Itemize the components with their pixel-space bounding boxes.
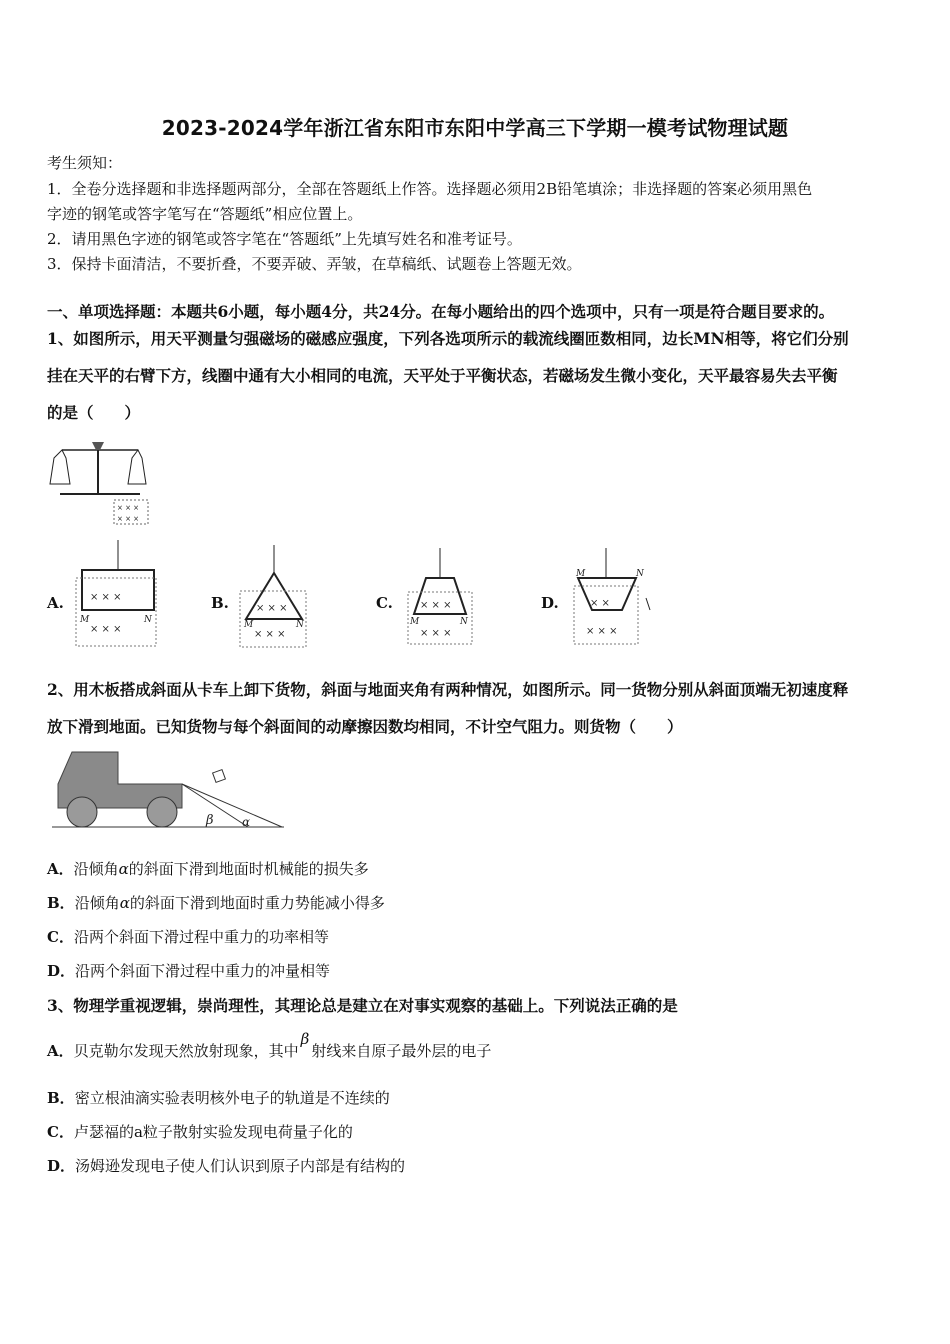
q3-option-a [47, 1030, 492, 1061]
svg-text:M: M [410, 617, 420, 627]
greek-symbol: α [119, 894, 130, 912]
cross-marks: × × × [90, 592, 122, 603]
coil-option-b [236, 545, 316, 650]
q3-option-c [47, 1121, 353, 1142]
svg-text:× × ×: × × × [254, 629, 286, 640]
q2-option-c [47, 926, 329, 947]
svg-text:M: M [576, 569, 586, 579]
question-2-line: 放下滑到地面。已知货物与每个斜面间的动摩擦因数均相同，不计空气阻力。则货物（ ） [47, 717, 683, 736]
option-label: A． [47, 860, 74, 878]
option-text: 汤姆逊发现电子使人们认识到原子内部是有结构的 [75, 1157, 406, 1175]
greek-symbol: β [300, 1030, 310, 1048]
q3-option-d [47, 1155, 405, 1176]
option-label: D． [47, 1157, 76, 1175]
svg-text:× × ×: × × × [117, 515, 140, 523]
section-heading: 一、单项选择题：本题共6小题，每小题4分，共24分。在每小题给出的四个选项中，只有一项是符合题目要求的。 [47, 302, 835, 321]
coil-option-d [566, 548, 658, 648]
svg-text:× × ×: × × × [420, 628, 452, 639]
q2-option-d [47, 960, 330, 981]
greek-symbol: α [118, 860, 129, 878]
svg-text:× × ×: × × × [117, 504, 140, 512]
svg-text:M: M [244, 620, 254, 630]
svg-text:N: N [636, 569, 644, 579]
notice-item: 1．全卷分选择题和非选择题两部分，全部在答题纸上作答。选择题必须用2B铅笔填涂；非选择题的答案必须用黑色 [47, 180, 813, 198]
notice-heading: 考生须知： [47, 154, 123, 172]
option-text: 密立根油滴实验表明核外电子的轨道是不连续的 [74, 1089, 390, 1107]
option-label: B． [47, 1089, 75, 1107]
question-2-line: 2、用木板搭成斜面从卡车上卸下货物，斜面与地面夹角有两种情况，如图所示。同一货物分别从斜面顶端无初速度释 [47, 680, 849, 699]
page-title: 2023-2024学年浙江省东阳市东阳中学高三下学期一模考试物理试题 [161, 116, 789, 140]
option-text: 射线来自原子最外层的电子 [311, 1042, 492, 1060]
coil-option-a [72, 540, 162, 650]
svg-text:N: N [144, 615, 152, 625]
q2-option-a [47, 858, 369, 879]
option-text: 的斜面下滑到地面时机械能的损失多 [128, 860, 369, 878]
option-text: 沿倾角 [73, 860, 119, 878]
notice-item: 2．请用黑色字迹的钢笔或答字笔在“答题纸”上先填写姓名和准考证号。 [47, 230, 522, 248]
notice-item: 3．保持卡面清洁，不要折叠，不要弄破、弄皱，在草稿纸、试题卷上答题无效。 [47, 255, 582, 273]
svg-text:× ×: × × [590, 598, 610, 609]
svg-text:N: N [296, 620, 304, 630]
cross-marks: × × × [90, 624, 122, 635]
option-c-label: C. [376, 594, 393, 612]
question-3-stem: 3、物理学重视逻辑，崇尚理性，其理论总是建立在对事实观察的基础上。下列说法正确的是 [47, 996, 678, 1015]
angle-alpha-label: α [242, 815, 251, 829]
option-text: 沿两个斜面下滑过程中重力的功率相等 [73, 928, 329, 946]
option-text: 贝克勒尔发现天然放射现象，其中 [73, 1042, 299, 1060]
q2-option-b [47, 892, 385, 913]
option-label: A． [47, 1042, 74, 1060]
notice-item: 字迹的钢笔或答字笔写在“答题纸”相应位置上。 [47, 205, 363, 223]
option-text: 卢瑟福的a粒子散射实验发现电荷量子化的 [73, 1123, 353, 1141]
angle-beta-label: β [206, 813, 214, 828]
option-label: C． [47, 1123, 74, 1141]
option-text: 沿倾角 [74, 894, 120, 912]
balance-figure [40, 432, 160, 532]
q3-option-b [47, 1087, 390, 1108]
svg-text:× × ×: × × × [420, 600, 452, 611]
option-text: 的斜面下滑到地面时重力势能减小得多 [129, 894, 385, 912]
question-1-line: 的是（ ） [47, 403, 141, 422]
option-label: C． [47, 928, 74, 946]
question-1-line: 1、如图所示，用天平测量匀强磁场的磁感应强度，下列各选项所示的载流线圈匝数相同，边长MN相等，将它们分别 [47, 329, 849, 348]
svg-text:× × ×: × × × [256, 603, 288, 614]
option-b-label: B. [211, 594, 229, 612]
truck-ramp-figure [52, 746, 288, 834]
svg-text:× × ×: × × × [586, 626, 618, 637]
option-text: 沿两个斜面下滑过程中重力的冲量相等 [75, 962, 331, 980]
option-label: D． [47, 962, 76, 980]
svg-text:M: M [80, 615, 90, 625]
svg-text:N: N [460, 617, 468, 627]
coil-option-c [402, 548, 482, 648]
option-d-label: D. [541, 594, 559, 612]
question-1-line: 挂在天平的右臂下方，线圈中通有大小相同的电流，天平处于平衡状态，若磁场发生微小变化，天平最容易失去平衡 [47, 366, 838, 385]
option-label: B． [47, 894, 75, 912]
option-a-label: A. [47, 594, 64, 612]
